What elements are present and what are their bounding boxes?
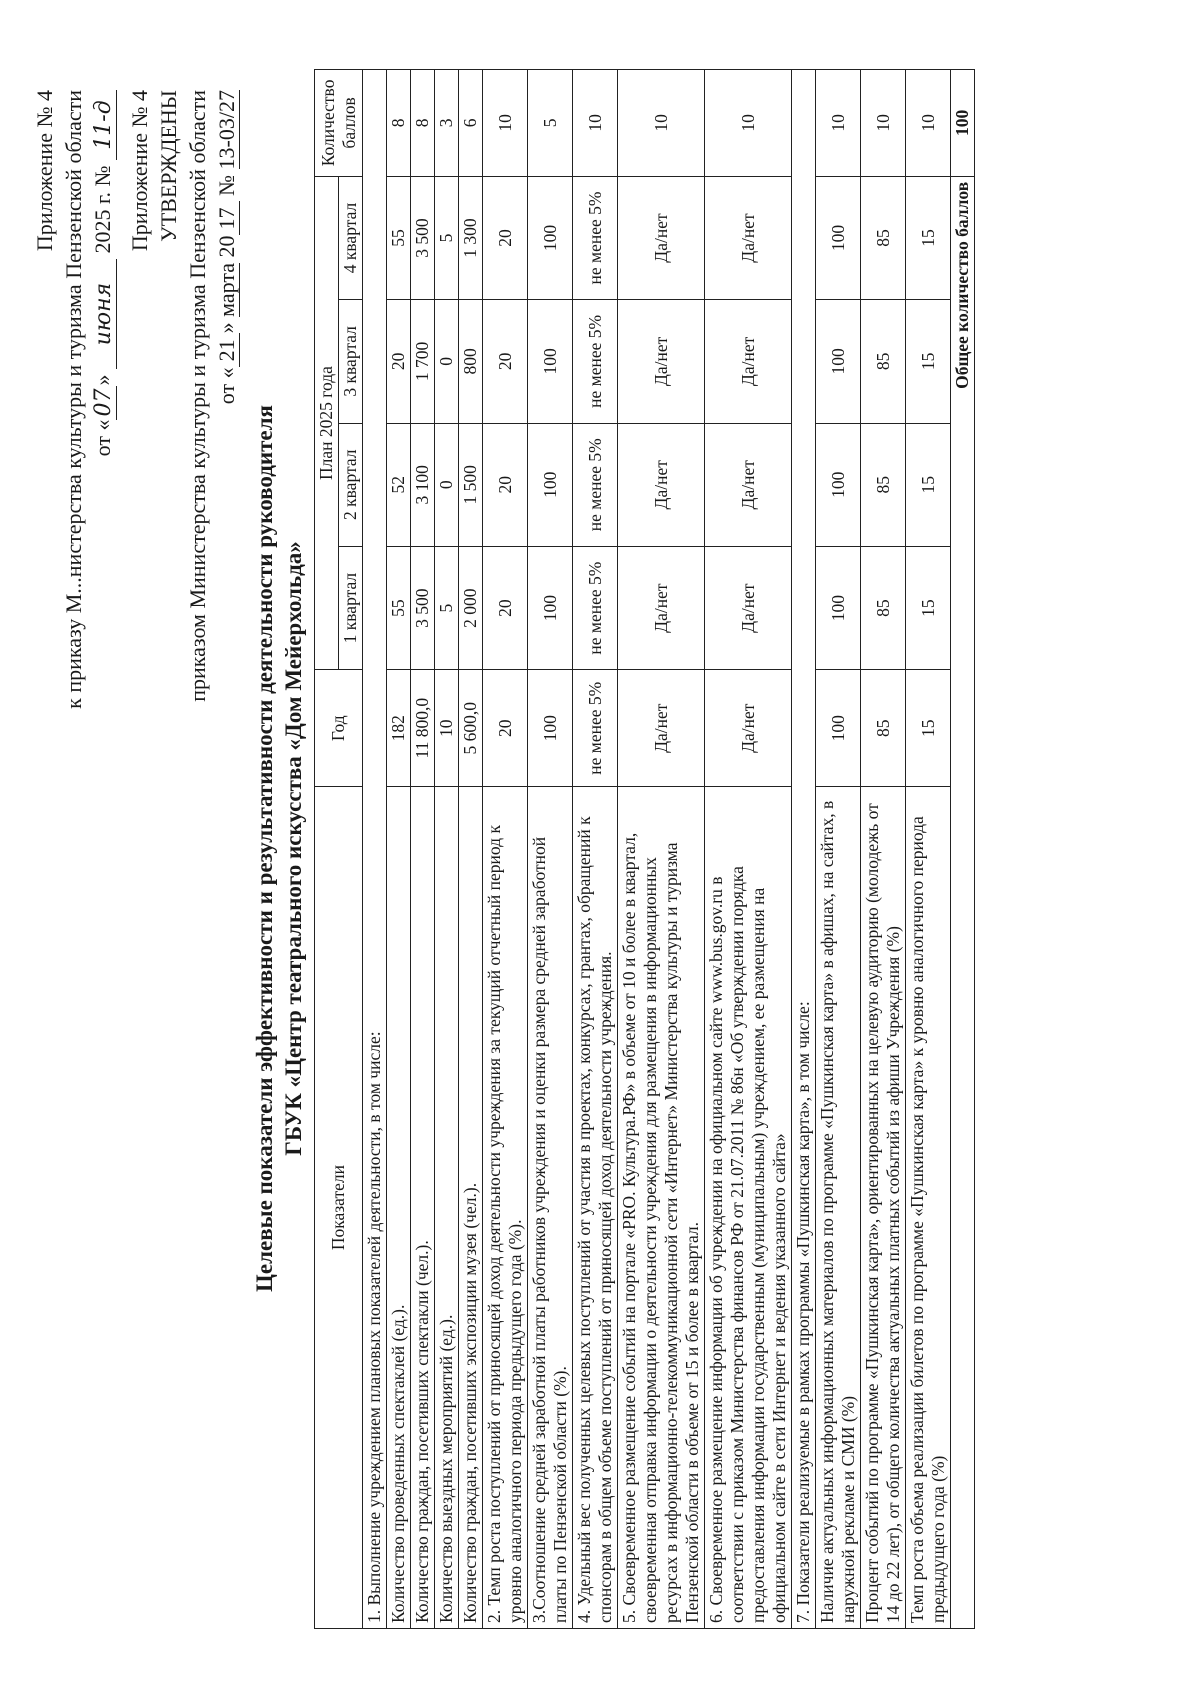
indicator-cell: Количество проведенных спектаклей (ед.).	[387, 787, 411, 1629]
indicator-cell: Процент событий по программе «Пушкинская карта», ориентированных на целевую аудиторию (молодежь от 14 до 22 лет), от общего количества актуальных платных событий из афиши Учреждения (%)	[861, 787, 906, 1629]
q1-cell: 100	[528, 546, 573, 669]
order-date-line: от «07» июня 2025 г. № 11-д	[88, 90, 117, 709]
header-q1: 1 квартал	[339, 546, 363, 669]
q3-cell: 85	[861, 300, 906, 423]
points-cell: 8	[411, 70, 435, 177]
indicator-cell: Темп роста объема реализации билетов по программе «Пушкинская карта» к уровню аналогичного периода предыдущего года (%)	[906, 787, 951, 1629]
q4-cell: 100	[528, 176, 573, 299]
year-cell: не менее 5%	[573, 670, 618, 787]
q1-cell: 5	[435, 546, 459, 669]
table-row	[705, 70, 792, 1629]
q3-cell: 0	[435, 300, 459, 423]
table-row	[906, 70, 951, 1629]
q1-cell: 3 500	[411, 546, 435, 669]
table-row	[411, 70, 435, 1629]
q4-cell: 100	[816, 176, 861, 299]
year-cell: 85	[861, 670, 906, 787]
table-row	[861, 70, 906, 1629]
total-row	[951, 70, 975, 1629]
table-row	[528, 70, 573, 1629]
points-cell: 10	[816, 70, 861, 177]
appendix-number: Приложение № 4	[32, 90, 57, 252]
approval-date-line: от «21» марта 2017 № 13-03/27	[214, 90, 239, 405]
points-cell: 10	[573, 70, 618, 177]
header-plan: План 2025 года	[315, 176, 339, 670]
header-q3: 3 квартал	[339, 300, 363, 423]
year-cell: Да/нет	[705, 670, 792, 787]
q3-cell: не менее 5%	[573, 300, 618, 423]
approval-label: УТВЕРЖДЕНЫ	[156, 90, 181, 242]
points-cell: 8	[387, 70, 411, 177]
q4-cell: 20	[483, 176, 528, 299]
q3-cell: 800	[459, 300, 483, 423]
indicator-cell: Наличие актуальных информационных материалов по программе «Пушкинская карта» в афишах, на сайтах, в наружной рекламе и СМИ (%)	[816, 787, 861, 1629]
q3-cell: Да/нет	[618, 300, 705, 423]
points-cell: 3	[435, 70, 459, 177]
q3-cell: 1 700	[411, 300, 435, 423]
q4-cell: не менее 5%	[573, 176, 618, 299]
q1-cell: 15	[906, 546, 951, 669]
points-cell: 10	[705, 70, 792, 177]
approval-year: 17	[215, 201, 240, 235]
q4-cell: 1 300	[459, 176, 483, 299]
q1-cell: не менее 5%	[573, 546, 618, 669]
q4-cell: 85	[861, 176, 906, 299]
points-cell: 10	[618, 70, 705, 177]
section-title: 1. Выполнение учреждением плановых показателей деятельности, в том числе:	[363, 70, 387, 1629]
order-year: 2025 г. №	[90, 165, 115, 254]
q4-cell: 55	[387, 176, 411, 299]
q4-cell: Да/нет	[705, 176, 792, 299]
q1-cell: 20	[483, 546, 528, 669]
year-cell: 10	[435, 670, 459, 787]
total-label: Общее количество баллов	[951, 176, 975, 1628]
header-indicators: Показатели	[315, 787, 363, 1629]
header-q2: 2 квартал	[339, 423, 363, 546]
q2-cell: 3 100	[411, 423, 435, 546]
q4-cell: 3 500	[411, 176, 435, 299]
table-row	[573, 70, 618, 1629]
table-row	[483, 70, 528, 1629]
q1-cell: 55	[387, 546, 411, 669]
q3-cell: 100	[528, 300, 573, 423]
header-year: Год	[315, 670, 363, 787]
q2-cell: 1 500	[459, 423, 483, 546]
q3-cell: 15	[906, 300, 951, 423]
q1-cell: 85	[861, 546, 906, 669]
indicator-cell: 6. Своевременное размещение информации об учреждении на официальном сайте www.bus.gov.ru в соответствии с приказом Министерства финансов РФ от 21.07.2011 № 86н «Об утверждении порядка предоставления информации государственным (муниципальным) учреждением, ее размещения на официальном сайте в сети Интернет и ведения указанного сайта»	[705, 787, 792, 1629]
approval-order-reference: приказом Министерства культуры и туризма Пензенской области	[185, 90, 210, 702]
q4-cell: 15	[906, 176, 951, 299]
year-cell: 15	[906, 670, 951, 787]
indicators-table	[314, 69, 975, 1629]
indicator-cell: Количество граждан, посетивших экспозиции музея (чел.).	[459, 787, 483, 1629]
approval-day: 21	[215, 333, 240, 367]
indicator-cell: 2. Темп роста поступлений от приносящей доход деятельности учреждения за текущий отчетный период к уровню аналогичного периода предыдущего года (%).	[483, 787, 528, 1629]
table-row	[435, 70, 459, 1629]
approval-header	[125, 90, 241, 702]
order-day: 07	[92, 386, 117, 420]
table-row	[816, 70, 861, 1629]
table-row	[459, 70, 483, 1629]
total-value: 100	[951, 70, 975, 177]
q2-cell: 100	[816, 423, 861, 546]
header-points: Количество баллов	[315, 70, 363, 177]
indicator-cell: 3.Соотношение средней заработной платы работников учреждения и оценки размера средней заработной платы по Пензенской области (%).	[528, 787, 573, 1629]
header-q4: 4 квартал	[339, 176, 363, 299]
q1-cell: 2 000	[459, 546, 483, 669]
q2-cell: 0	[435, 423, 459, 546]
year-cell: 182	[387, 670, 411, 787]
q3-cell: Да/нет	[705, 300, 792, 423]
q1-cell: Да/нет	[705, 546, 792, 669]
indicator-cell: 4. Удельный вес полученных целевых поступлений от участия в проектах, конкурсах, грантах, обращений к спонсорам в общем объеме поступлений от приносящей доход деятельности учреждения.	[573, 787, 618, 1629]
q2-cell: 52	[387, 423, 411, 546]
q2-cell: 100	[528, 423, 573, 546]
points-cell: 5	[528, 70, 573, 177]
q3-cell: 100	[816, 300, 861, 423]
document-title: Целевые показатели эффективности и результативности деятельности руководителя ГБУК «Центр театрального искусства «Дом Мейерхольда»	[252, 405, 306, 1293]
indicator-cell: Количество граждан, посетивших спектакли (чел.).	[411, 787, 435, 1629]
points-cell: 6	[459, 70, 483, 177]
year-cell: Да/нет	[618, 670, 705, 787]
approval-appendix-number: Приложение № 4	[127, 90, 152, 252]
q2-cell: Да/нет	[618, 423, 705, 546]
order-month: июня	[92, 259, 117, 369]
table-section-row	[792, 70, 816, 1629]
year-cell: 20	[483, 670, 528, 787]
approval-number: 13-03/27	[214, 90, 239, 170]
q1-cell: Да/нет	[618, 546, 705, 669]
points-cell: 10	[861, 70, 906, 177]
q1-cell: 100	[816, 546, 861, 669]
appendix-header	[30, 90, 117, 709]
points-cell: 10	[483, 70, 528, 177]
q2-cell: 15	[906, 423, 951, 546]
year-cell: 100	[528, 670, 573, 787]
order-reference: к приказу М...нистерства культуры и туризма Пензенской области	[61, 90, 86, 709]
year-cell: 11 800,0	[411, 670, 435, 787]
q3-cell: 20	[483, 300, 528, 423]
table-section-row	[363, 70, 387, 1629]
order-number: 11-д	[92, 90, 117, 160]
q2-cell: 20	[483, 423, 528, 546]
table-row	[618, 70, 705, 1629]
q4-cell: Да/нет	[618, 176, 705, 299]
q2-cell: 85	[861, 423, 906, 546]
q2-cell: Да/нет	[705, 423, 792, 546]
approval-month: марта	[214, 262, 239, 317]
indicator-cell: Количество выездных мероприятий (ед.).	[435, 787, 459, 1629]
q3-cell: 20	[387, 300, 411, 423]
table-header-row	[315, 70, 339, 1629]
indicator-cell: 5. Своевременное размещение событий на портале «PRO. Культура.РФ» в объеме от 10 и более в квартал, своевременная отправка информации о деятельности учреждения для размещения в информационных ресурсах в информационно-телекоммуникационной сети «Интернет» Министерства культуры и туризма Пензенской области в объеме от 15 и более в квартал.	[618, 787, 705, 1629]
year-cell: 100	[816, 670, 861, 787]
year-cell: 5 600,0	[459, 670, 483, 787]
q2-cell: не менее 5%	[573, 423, 618, 546]
q4-cell: 5	[435, 176, 459, 299]
points-cell: 10	[906, 70, 951, 177]
table-row	[387, 70, 411, 1629]
section-title: 7. Показатели реализуемые в рамках программы «Пушкинская карта», в том числе:	[792, 70, 816, 1629]
